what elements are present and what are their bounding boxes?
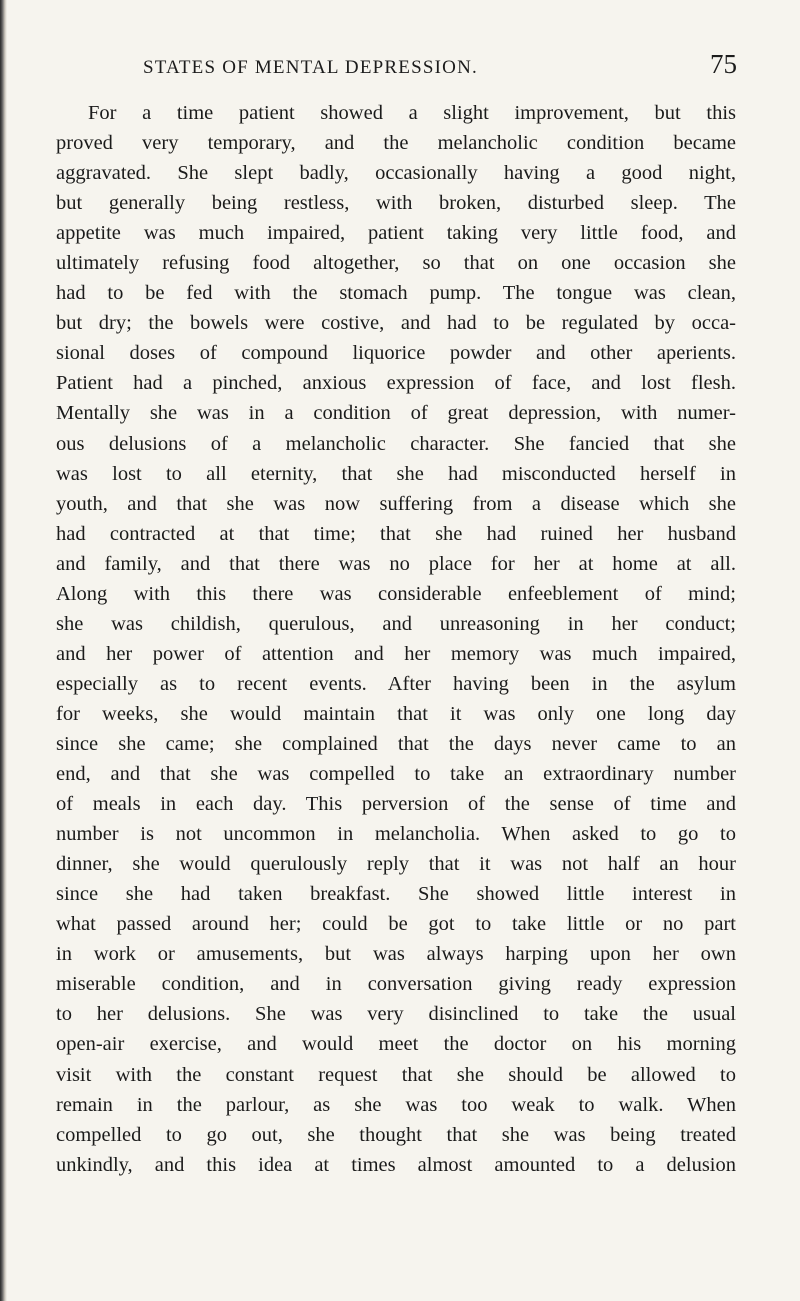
text-line: ous delusions of a melancholic character. She fancied that she xyxy=(56,432,736,455)
text-line: in work or amusements, but was always harping upon her own xyxy=(56,943,736,966)
text-line: dinner, she would querulously reply that it was not half an hour xyxy=(56,853,736,876)
page-binding-edge xyxy=(0,0,7,1301)
text-line: For a time patient showed a slight improvement, but this xyxy=(88,102,736,124)
text-line: but dry; the bowels were costive, and had to be regulated by occa- xyxy=(56,312,736,335)
text-line: to her delusions. She was very disinclined to take the usual xyxy=(56,1003,736,1026)
running-title: STATES OF MENTAL DEPRESSION. xyxy=(143,57,478,78)
page-header xyxy=(0,49,800,83)
text-line: ultimately refusing food altogether, so that on one occasion she xyxy=(56,252,736,275)
text-line: and family, and that there was no place for her at home at all. xyxy=(56,552,736,575)
text-line: had contracted at that time; that she had ruined her husband xyxy=(56,522,736,545)
text-line: miserable condition, and in conversation giving ready expression xyxy=(56,973,736,996)
text-line: but generally being restless, with broken, disturbed sleep. The xyxy=(56,192,736,215)
text-line: since she had taken breakfast. She showed little interest in xyxy=(56,883,736,906)
text-line: was lost to all eternity, that she had misconducted herself in xyxy=(56,462,736,485)
text-line: unkindly, and this idea at times almost amounted to a delusion xyxy=(56,1153,736,1176)
body-paragraph xyxy=(56,98,736,1180)
text-line: what passed around her; could be got to take little or no part xyxy=(56,913,736,936)
page-number: 75 xyxy=(710,49,737,79)
text-line: open-air exercise, and would meet the doctor on his morning xyxy=(56,1033,736,1056)
text-line: proved very temporary, and the melancholic condition became xyxy=(56,132,736,155)
text-line: sional doses of compound liquorice powder and other aperients. xyxy=(56,342,736,365)
text-line: aggravated. She slept badly, occasionally having a good night, xyxy=(56,162,736,185)
text-line: end, and that she was compelled to take an extraordinary number xyxy=(56,763,736,786)
text-line: especially as to recent events. After having been in the asylum xyxy=(56,672,736,695)
text-line: visit with the constant request that she should be allowed to xyxy=(56,1063,736,1086)
text-line: Patient had a pinched, anxious expression of face, and lost flesh. xyxy=(56,372,736,395)
text-line: youth, and that she was now suffering from a disease which she xyxy=(56,492,736,515)
text-line: since she came; she complained that the days never came to an xyxy=(56,732,736,755)
text-line: number is not uncommon in melancholia. When asked to go to xyxy=(56,823,736,846)
text-line: and her power of attention and her memory was much impaired, xyxy=(56,642,736,665)
text-line: of meals in each day. This perversion of the sense of time and xyxy=(56,793,736,816)
text-line: for weeks, she would maintain that it was only one long day xyxy=(56,702,736,725)
text-line: compelled to go out, she thought that she was being treated xyxy=(56,1123,736,1146)
text-line: appetite was much impaired, patient taking very little food, and xyxy=(56,222,736,245)
text-line: she was childish, querulous, and unreasoning in her conduct; xyxy=(56,612,736,635)
text-line: remain in the parlour, as she was too weak to walk. When xyxy=(56,1093,736,1116)
text-line: Mentally she was in a condition of great depression, with numer- xyxy=(56,402,736,425)
text-line: Along with this there was considerable enfeeblement of mind; xyxy=(56,582,736,605)
text-line: had to be fed with the stomach pump. The tongue was clean, xyxy=(56,282,736,305)
